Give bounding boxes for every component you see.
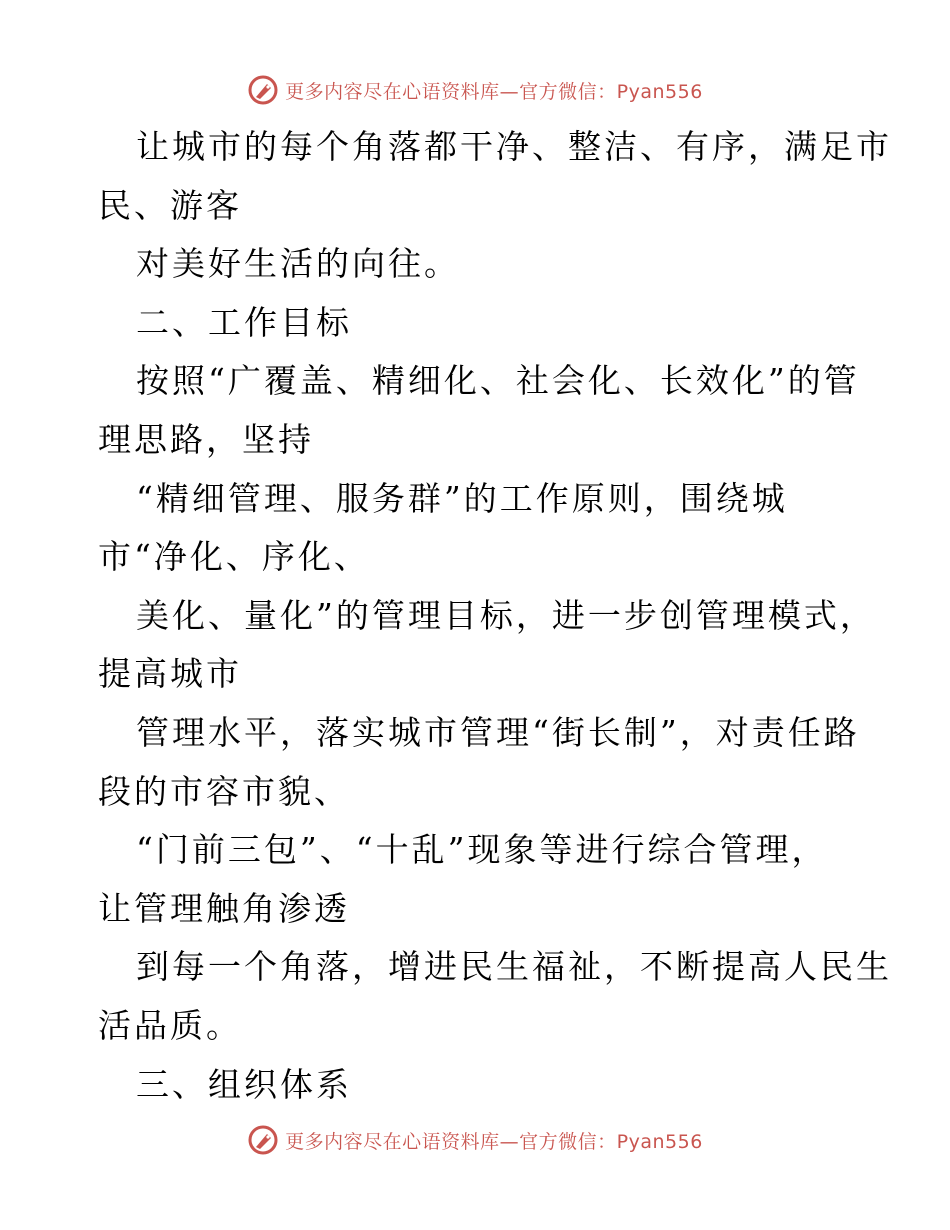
text-line: 民、游客 — [98, 185, 242, 225]
text-line: “门前三包”、“十乱”现象等进行综合管理， — [136, 830, 828, 870]
header-banner — [0, 70, 950, 110]
pen-nib-logo-icon — [247, 74, 279, 106]
text-line: 二、工作目标 — [136, 302, 352, 342]
text-line: 按照“广覆盖、精细化、社会化、长效化”的管 — [136, 361, 860, 401]
text-line: 市“净化、序化、 — [98, 537, 370, 577]
text-line: 管理水平，落实城市管理“街长制”，对责任路 — [136, 712, 860, 752]
text-line: 对美好生活的向往。 — [136, 244, 460, 284]
text-line: 三、组织体系 — [136, 1064, 352, 1104]
header-banner-text: 更多内容尽在心语资料库—官方微信：Pyan556 — [285, 80, 703, 103]
text-line: 让管理触角渗透 — [98, 888, 350, 928]
text-line: 提高城市 — [98, 654, 242, 694]
text-line: 段的市容市貌、 — [98, 771, 350, 811]
text-line: 让城市的每个角落都干净、整洁、有序，满足市 — [136, 127, 892, 166]
pen-nib-logo-icon — [247, 1124, 279, 1156]
text-line: “精细管理、服务群”的工作原则，围绕城 — [136, 478, 788, 518]
footer-banner-text: 更多内容尽在心语资料库—官方微信：Pyan556 — [285, 1130, 703, 1153]
text-line: 到每一个角落，增进民生福祉，不断提高人民生 — [136, 947, 892, 987]
document-body — [98, 118, 892, 1114]
text-line: 理思路，坚持 — [98, 419, 314, 459]
text-line: 美化、量化”的管理目标，进一步创管理模式， — [136, 595, 876, 635]
footer-banner — [0, 1120, 950, 1160]
text-line: 活品质。 — [98, 1005, 242, 1045]
